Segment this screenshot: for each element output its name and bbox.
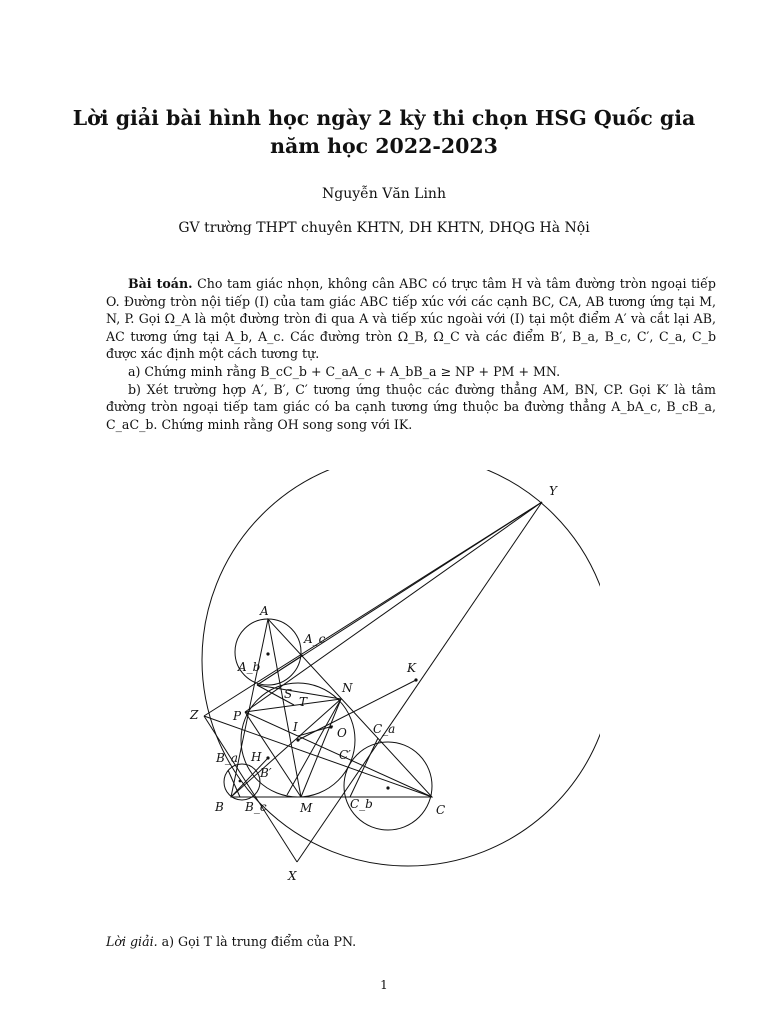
point-omega-b-center — [239, 780, 242, 783]
solution-text: a) Gọi T là trung điểm của PN. — [157, 934, 357, 949]
problem-part-a: a) Chứng minh rằng B_cC_b + C_aA_c + A_bB_a ≥ NP + PM + MN. — [128, 363, 561, 379]
point-o — [329, 725, 332, 728]
label-c: C — [436, 803, 446, 817]
label-cb: C_b — [350, 797, 373, 811]
line-yx — [297, 502, 542, 862]
point-h — [266, 756, 269, 759]
author-name: Nguyễn Văn Linh — [322, 186, 446, 202]
author-affiliation: GV trường THPT chuyên KHTN, DH KHTN, DHQG Hà Nội — [178, 220, 590, 236]
label-s: S — [284, 687, 293, 701]
label-o: O — [337, 726, 347, 740]
label-y: Y — [549, 484, 557, 498]
line-mn — [301, 699, 341, 797]
circle-omega-c — [344, 742, 432, 830]
label-n: N — [342, 681, 353, 695]
label-t: T — [299, 695, 308, 709]
problem-statement — [106, 275, 716, 433]
label-m: M — [300, 801, 313, 815]
line-pn — [245, 699, 341, 712]
line-n-m2 — [287, 699, 341, 795]
label-ac: A_c — [304, 632, 326, 646]
label-x: X — [288, 869, 297, 883]
geometry-figure — [180, 470, 600, 890]
point-omega-a-center — [266, 652, 269, 655]
label-a: A — [260, 604, 269, 618]
page-number: 1 — [380, 978, 388, 992]
problem-heading: Bài toán. — [128, 276, 193, 291]
problem-intro: Cho tam giác nhọn, không cân ABC có trực tâm H và tâm đường tròn ngoại tiếp O. Đường tròn nội tiếp (I) của tam giác ABC tiếp xúc với các cạnh BC, CA, AB tương ứng tại M, N, P. Gọi Ω_A là một đường tròn đi qua A và tiếp xúc ngoài với (I) tại một điểm A′ và cắt lại AB, AC tương ứng tại A_b, A_c. Các đường tròn Ω_B, Ω_C và các điểm B′, B_a, B_c, C′, C_a, C_b được xác định một cách tương tự. — [106, 276, 716, 362]
point-k — [414, 678, 417, 681]
label-k: K — [407, 661, 416, 675]
label-ab: A_b — [238, 660, 261, 674]
paper-title: Lời giải bài hình học ngày 2 kỳ thi chọn HSG Quốc gia năm học 2022-2023 — [72, 106, 696, 158]
label-ca: C_a — [373, 722, 396, 736]
problem-part-b: b) Xét trường hợp A′, B′, C′ tương ứng thuộc các đường thẳng AM, BN, CP. Gọi K′ là tâm đường tròn ngoại tiếp tam giác có ba cạnh tương ứng thuộc ba đường thẳng A_bA_c, B_cB_a, C_aC_b. Chứng minh rằng OH song song với IK. — [106, 381, 716, 432]
point-omega-c-center — [386, 786, 389, 789]
label-z: Z — [190, 708, 199, 722]
label-cprime: C′ — [339, 748, 351, 762]
solution-label: Lời giải. — [106, 934, 158, 949]
solution-start — [106, 934, 356, 949]
label-bc: B_c — [245, 800, 267, 814]
label-p: P — [233, 709, 242, 723]
label-ba: B_a — [216, 751, 238, 765]
line-z-x — [204, 716, 297, 862]
line-y-p — [245, 502, 542, 712]
label-h: H — [251, 750, 262, 764]
label-i: I — [293, 720, 298, 734]
label-bprime: B′ — [260, 766, 272, 780]
line-ba-bc — [228, 770, 240, 797]
point-i — [296, 738, 299, 741]
label-b: B — [215, 800, 224, 814]
